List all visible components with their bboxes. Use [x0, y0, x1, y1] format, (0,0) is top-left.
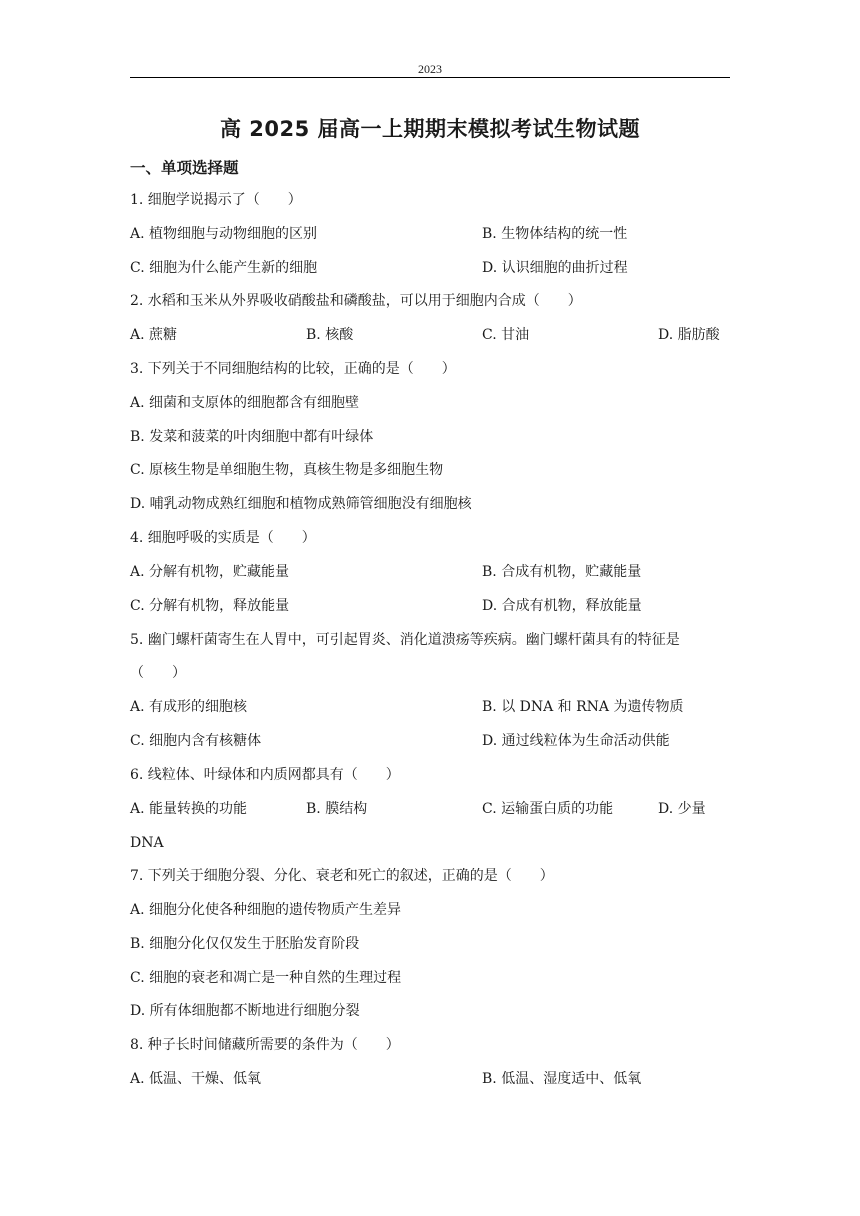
- option-b: B. 发菜和菠菜的叶肉细胞中都有叶绿体: [130, 429, 374, 445]
- option-c: C. 甘油: [482, 327, 530, 343]
- option-a: A. 细菌和支原体的细胞都含有细胞壁: [130, 395, 360, 411]
- question-stem: 7. 下列关于细胞分裂、分化、衰老和死亡的叙述，正确的是（ ）: [130, 868, 554, 884]
- option-b: B. 以 DNA 和 RNA 为遗传物质: [482, 699, 684, 715]
- page-title: 高 2025 届高一上期期末模拟考试生物试题: [219, 117, 641, 141]
- option-d: D. 通过线粒体为生命活动供能: [482, 733, 670, 749]
- option-a: A. 低温、干燥、低氧: [130, 1071, 262, 1087]
- question-stem: 4. 细胞呼吸的实质是（ ）: [130, 530, 316, 546]
- option-b: B. 低温、湿度适中、低氧: [482, 1071, 642, 1087]
- section-heading: 一、单项选择题: [130, 159, 239, 177]
- option-c: C. 细胞内含有核糖体: [130, 733, 262, 749]
- option-d: D. 少量: [658, 801, 706, 817]
- question-stem: 5. 幽门螺杆菌寄生在人胃中，可引起胃炎、消化道溃疡等疾病。幽门螺杆菌具有的特征是: [130, 632, 680, 648]
- question-stem: 2. 水稻和玉米从外界吸收硝酸盐和磷酸盐，可以用于细胞内合成（ ）: [130, 293, 582, 309]
- option-b: B. 膜结构: [306, 801, 368, 817]
- option-a: A. 细胞分化使各种细胞的遗传物质产生差异: [130, 902, 402, 918]
- option-a: A. 蔗糖: [130, 327, 178, 343]
- question-stem: 6. 线粒体、叶绿体和内质网都具有（ ）: [130, 767, 400, 783]
- option-a: A. 能量转换的功能: [130, 801, 248, 817]
- option-d: D. 哺乳动物成熟红细胞和植物成熟筛管细胞没有细胞核: [130, 496, 472, 512]
- question-stem: 8. 种子长时间储藏所需要的条件为（ ）: [130, 1037, 400, 1053]
- option-d: D. 认识细胞的曲折过程: [482, 260, 628, 276]
- option-d-continued: DNA: [130, 835, 164, 851]
- option-a: A. 植物细胞与动物细胞的区别: [130, 226, 318, 242]
- option-c: C. 细胞为什么能产生新的细胞: [130, 260, 318, 276]
- header-year: 2023: [418, 62, 442, 76]
- option-a: A. 有成形的细胞核: [130, 699, 248, 715]
- option-a: A. 分解有机物，贮藏能量: [130, 564, 290, 580]
- option-d: D. 合成有机物，释放能量: [482, 598, 642, 614]
- option-b: B. 生物体结构的统一性: [482, 226, 628, 242]
- option-d: D. 脂肪酸: [658, 327, 720, 343]
- option-b: B. 细胞分化仅仅发生于胚胎发育阶段: [130, 936, 360, 952]
- question-stem-continued: （ ）: [130, 665, 186, 681]
- option-c: C. 细胞的衰老和凋亡是一种自然的生理过程: [130, 970, 402, 986]
- option-b: B. 合成有机物，贮藏能量: [482, 564, 642, 580]
- header-divider: [130, 77, 730, 78]
- question-stem: 1. 细胞学说揭示了（ ）: [130, 192, 302, 208]
- question-stem: 3. 下列关于不同细胞结构的比较，正确的是（ ）: [130, 361, 456, 377]
- option-d: D. 所有体细胞都不断地进行细胞分裂: [130, 1003, 360, 1019]
- option-c: C. 原核生物是单细胞生物，真核生物是多细胞生物: [130, 462, 444, 478]
- option-c: C. 运输蛋白质的功能: [482, 801, 614, 817]
- option-c: C. 分解有机物，释放能量: [130, 598, 290, 614]
- option-b: B. 核酸: [306, 327, 354, 343]
